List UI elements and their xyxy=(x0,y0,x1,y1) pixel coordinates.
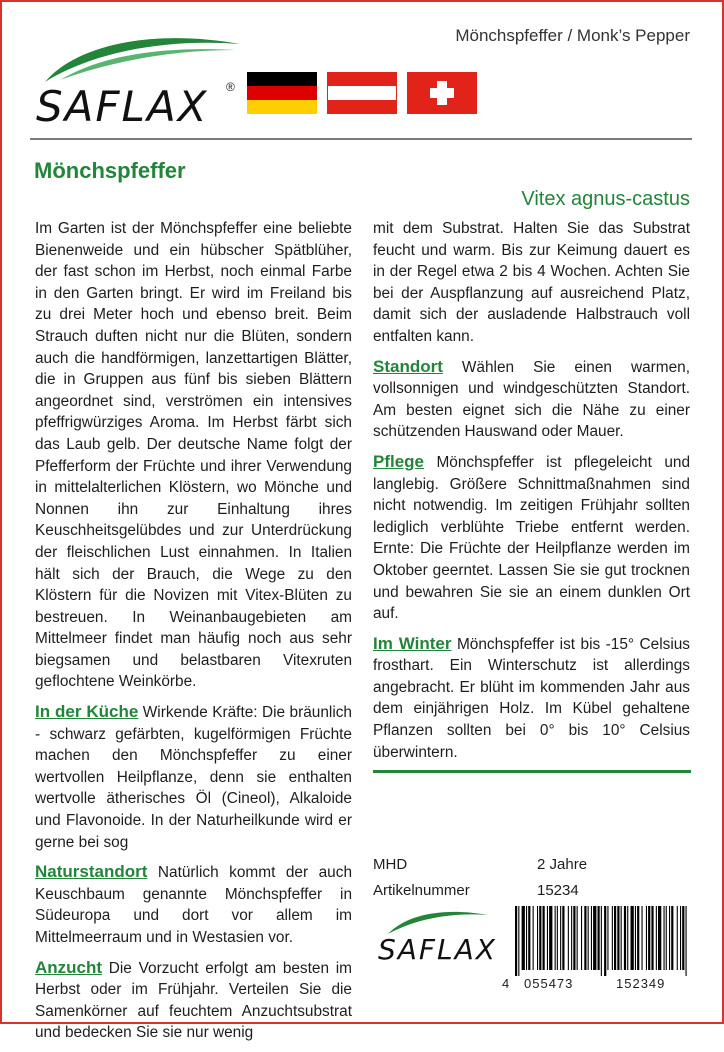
barcode-bar xyxy=(539,906,541,970)
footer-brand-text: SAFLAX xyxy=(378,933,497,966)
product-name: Mönchspfeffer xyxy=(34,158,186,183)
location-text: Wählen Sie einen warmen, vollsonnigen und windgeschützten Standort. Am besten eignet sich die Nähe zu einer schützenden Hauswand oder Mauer. xyxy=(373,358,690,441)
barcode-digits-left: 055473 xyxy=(524,976,574,991)
barcode-bar xyxy=(669,906,670,970)
barcode-bar xyxy=(621,906,622,970)
barcode-bar xyxy=(604,906,606,976)
winter-paragraph xyxy=(373,633,690,764)
intro-paragraph: Im Garten ist der Mönchspfeffer eine beliebte Bienenweide und ein hübscher Spätblüher, der fast schon im Herbst, noch einmal Farbe in den Garten bringt. Er wird im Freiland bis zu drei Meter hoch und ebenso breit. Beim Strauch duften nicht nur die Blüten, sondern auch die handförmigen, lanzettartigen Blätter, die in Gruppen aus fünf bis sieben Blättern angeordnet sind, verströmen ein intensives pfeffrigwürziges Aroma. Im Herbst färbt sich das Laub gelb. Der deutsche Name folgt der Pfefferform der Früchte und ihrer Verwendung in mittelalterlichen Klöstern, wo Mönche und Nonnen ihn zur Einhaltung ihres Keuschheitsgelübdes und zur Unterdrückung der fleischlichen Lust einnahmen. In Italien hält sich der Brauch, die Wege zu den Klöstern für die Novizen mit Vitex-Blüten zu bestreuen. In Weinanbaugebieten am Mittelmeer findet man häufig noch aus sehr biegsamen und belastbaren Vitexruten geflochtene Weinkörbe. xyxy=(35,220,352,691)
barcode-bar xyxy=(588,906,589,970)
barcode-bar xyxy=(631,906,634,970)
barcode-bar xyxy=(614,906,616,970)
barcode-bar xyxy=(617,906,619,970)
barcode-bar xyxy=(627,906,628,970)
section-divider xyxy=(373,770,691,773)
registered-mark: ® xyxy=(226,80,235,94)
sowing-text: Die Vorzucht erfolgt am besten im Herbst oder im Frühjahr. Verteilen Sie die Samenkörner auf feuchtem Anzuchtsubstrat und bedecken Sie sie nur wenig xyxy=(35,959,352,1042)
barcode-bar xyxy=(677,906,678,970)
kitchen-text: Wirkende Kräfte: Die bräunlich - schwarz gefärbten, kugelförmigen Früchte machen den Mönchspfeffer zu einer wertvollen Heilpflanze, denn sie enthalten wertvolle ätherisches Öl (Cineol), Alkaloide und Flavonoide. In der Naturheilkunde wird er gerne bei sog xyxy=(35,704,352,851)
article-number-value: 15234 xyxy=(537,882,579,899)
barcode-bar xyxy=(680,906,681,970)
switzerland-flag-icon xyxy=(407,72,477,114)
continued-paragraph: mit dem Substrat. Halten Sie das Substrat feucht und warm. Bis zur Keimung dauert es in der Regel etwa 2 bis 4 Wochen. Achten Sie bei der Auspflanzung auf ausreichend Platz, damit sich der ausladende Halbstrauch voll entfalten kann. xyxy=(373,220,690,345)
footer-saflax-logo xyxy=(378,905,497,975)
barcode-bar xyxy=(624,906,626,970)
barcode-bar xyxy=(666,906,667,970)
location-heading: Standort xyxy=(373,356,443,376)
ean-barcode xyxy=(513,906,691,976)
barcode-bar xyxy=(671,906,673,970)
barcode-bar xyxy=(571,906,572,970)
care-text: Mönchspfeffer ist pflegeleicht und langlebig. Größere Schnittmaßnahmen sind nicht notwendig. Im zeitigen Frühjahr sollten lediglich verblühte Triebe entfernt werden. Ernte: Die Früchte der Heilpflanze werden im Oktober geerntet. Lassen Sie sie gut trocknen und bewahren Sie sie an einem dunklen Ort auf. xyxy=(373,453,690,623)
germany-flag-icon xyxy=(247,72,317,114)
article-number-label: Artikelnummer xyxy=(373,882,470,899)
barcode-bar xyxy=(526,906,527,970)
barcode-bar xyxy=(555,906,556,970)
barcode-bar xyxy=(584,906,586,970)
sowing-paragraph xyxy=(35,957,352,1044)
barcode-bar xyxy=(528,906,530,970)
barcode-bar xyxy=(607,906,608,970)
barcode-bar xyxy=(658,906,661,970)
kitchen-heading: In der Küche xyxy=(35,702,139,722)
barcode-bar xyxy=(543,906,545,970)
barcode-bar xyxy=(557,906,558,970)
care-paragraph xyxy=(373,451,690,625)
barcode-bar xyxy=(651,906,653,970)
saflax-logo xyxy=(30,24,245,131)
natural-location-text: Natürlich kommt der auch Keuschbaum genannte Mönchspfeffer in Südeuropa und dort vor allem im Mittelmeerraum und in Westasien vor. xyxy=(35,864,352,946)
barcode-bar xyxy=(547,906,548,970)
barcode-bar xyxy=(560,906,561,970)
barcode-bar xyxy=(646,906,647,970)
barcode-digits-right: 152349 xyxy=(616,976,666,991)
barcode-bar xyxy=(522,906,525,970)
barcode-bar xyxy=(664,906,665,970)
barcode-bar xyxy=(549,906,552,970)
barcode-bar xyxy=(568,906,569,970)
barcode-bar xyxy=(562,906,564,970)
barcode-bar xyxy=(518,906,519,976)
product-latin-name: Vitex agnus-castus xyxy=(521,188,690,210)
barcode-bar xyxy=(601,906,602,976)
winter-text: Mönchspfeffer ist bis -15° Celsius frosthart. Ein Winterschutz ist allerdings angebracht. Er blüht im kommenden Jahr aus dem einjährigen Holz. Im Kübel gehaltene Pflanzen sollten bei 0° bis 10° Celsius überwintern. xyxy=(373,635,691,761)
barcode-bar xyxy=(682,906,684,970)
natural-location-heading: Naturstandort xyxy=(35,862,148,882)
right-text-column xyxy=(373,218,690,771)
barcode-digit-prefix: 4 xyxy=(502,976,510,991)
natural-location-paragraph xyxy=(35,861,352,948)
austria-flag-icon xyxy=(327,72,397,114)
barcode-bar xyxy=(637,906,639,970)
location-paragraph xyxy=(373,356,690,443)
barcode-bar xyxy=(612,906,613,970)
barcode-bar xyxy=(577,906,578,970)
winter-heading: Im Winter xyxy=(373,633,452,653)
barcode-bar xyxy=(537,906,538,970)
care-heading: Pflege xyxy=(373,451,425,471)
barcode-bar xyxy=(573,906,575,970)
barcode-bar xyxy=(635,906,636,970)
barcode-bar xyxy=(515,906,517,976)
footer-logo-swoosh-icon xyxy=(382,905,490,935)
barcode-bar xyxy=(686,906,687,976)
mhd-label: MHD xyxy=(373,856,408,873)
header-title: Mönchspfeffer / Monk’s Pepper xyxy=(455,26,690,45)
barcode-bar xyxy=(642,906,643,970)
barcode-bar xyxy=(648,906,650,970)
barcode-bar xyxy=(581,906,582,970)
barcode-bar xyxy=(533,906,534,970)
header-divider xyxy=(30,138,692,140)
mhd-value: 2 Jahre xyxy=(537,856,588,873)
logo-swoosh-icon xyxy=(30,24,245,84)
barcode-bar xyxy=(593,906,596,970)
kitchen-paragraph xyxy=(35,701,352,853)
barcode-bar xyxy=(598,906,600,970)
logo-brand-text: SAFLAX xyxy=(36,82,209,131)
sowing-heading: Anzucht xyxy=(35,957,103,977)
barcode-bar xyxy=(656,906,657,970)
barcode-bar xyxy=(591,906,592,970)
left-text-column xyxy=(35,218,352,1052)
